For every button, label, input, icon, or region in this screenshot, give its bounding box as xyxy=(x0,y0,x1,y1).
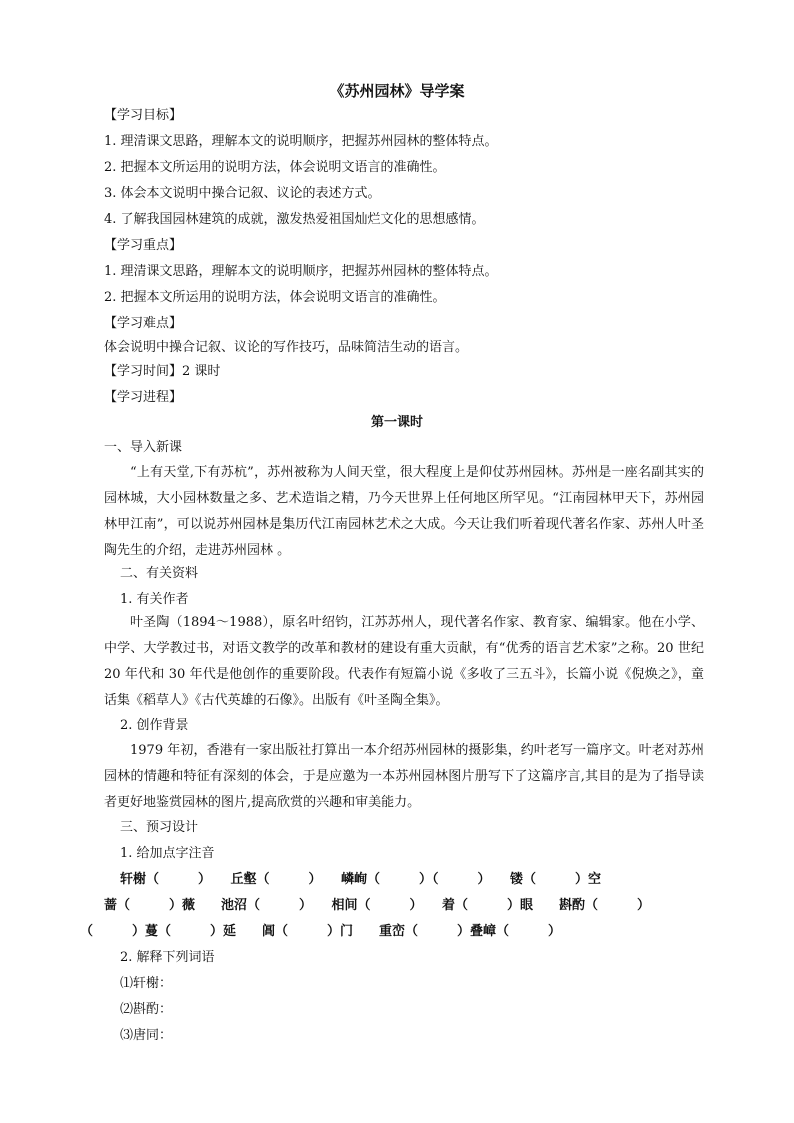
vocab-item: ⑵斟酌： xyxy=(120,1002,173,1017)
pinyin-row: 轩榭（ ） 丘壑（ ） 嶙峋（ ）（ ） 镂（ ）空 xyxy=(120,872,602,887)
intro-paragraph: “上有天堂,下有苏杭”，苏州被称为人间天堂，很大程度上是仰仗苏州园林。苏州是一座名副其实的园林城，大小园林数量之多、艺术造诣之精，乃今天世界上任何地区所罕见。“江南园林甲天下，苏州园林甲江南”，可以说苏州园林是集历代江南园林艺术之大成。今天让我们听着现代著名作家、苏州人叶圣陶先生的介绍，走进苏州园林 。 xyxy=(104,465,704,558)
vocab-item: ⑶唐同： xyxy=(120,1028,173,1043)
goals-header: 【学习目标】 xyxy=(104,108,183,123)
time-line: 【学习时间】2 课时 xyxy=(104,364,221,379)
pinyin-row: 蔷（ ）薇 池沼（ ） 相间（ ） 着（ ）眼 斟酌（ ） xyxy=(104,898,651,913)
section-header: 三、预习设计 xyxy=(120,820,199,835)
author-paragraph: 叶圣陶（1894～1988），原名叶绍钧，江苏苏州人，现代著名作家、教育家、编辑家。他在小学、中学、大学教过书，对语文教学的改革和教材的建设有重大贡献，有“优秀的语言艺术家”之称。20 世纪 20 年代和 30 年代是他创作的重要阶段。代表作有短篇小说《多收了三五斗》，长篇小说《倪焕之》，童话集《稻草人》《古代英雄的石像》。出版有《叶圣陶全集》。 xyxy=(104,615,704,708)
goal-item: 1. 理清课文思路，理解本文的说明顺序，把握苏州园林的整体特点。 xyxy=(104,134,498,149)
vocab-item: ⑴轩榭： xyxy=(120,976,173,991)
subsection-header: 2. 解释下列词语 xyxy=(120,950,215,965)
subsection-header: 1. 有关作者 xyxy=(120,592,189,607)
pinyin-row: （ ）蔓（ ）延 阊（ ）门 重峦（ ）叠嶂（ ） xyxy=(80,924,562,939)
subsection-header: 1. 给加点字注音 xyxy=(120,846,215,861)
background-paragraph: 1979 年初，香港有一家出版社打算出一本介绍苏州园林的摄影集，约叶老写一篇序文。叶老对苏州园林的情趣和特征有深刻的体会，于是应邀为一本苏州园林图片册写下了这篇序言,其目的是为了指导读者更好地鉴赏园林的图片,提高欣赏的兴趣和审美能力。 xyxy=(104,743,704,810)
key-item: 1. 理清课文思路，理解本文的说明顺序，把握苏州园林的整体特点。 xyxy=(104,264,498,279)
page-title: 《苏州园林》导学案 xyxy=(329,82,465,100)
lesson-title: 第一课时 xyxy=(370,415,423,430)
subsection-header: 2. 创作背景 xyxy=(120,718,189,733)
goal-item: 4. 了解我国园林建筑的成就，激发热爱祖国灿烂文化的思想感情。 xyxy=(104,212,485,227)
key-header: 【学习重点】 xyxy=(104,238,183,253)
goal-item: 2. 把握本文所运用的说明方法，体会说明文语言的准确性。 xyxy=(104,160,446,175)
key-item: 2. 把握本文所运用的说明方法，体会说明文语言的准确性。 xyxy=(104,290,446,305)
section-header: 二、有关资料 xyxy=(120,566,199,581)
difficult-header: 【学习难点】 xyxy=(104,316,183,331)
goal-item: 3. 体会本文说明中操合记叙、议论的表述方式。 xyxy=(104,186,381,201)
difficult-text: 体会说明中操合记叙、议论的写作技巧，品味简洁生动的语言。 xyxy=(104,340,469,355)
section-header: 一、导入新课 xyxy=(104,440,183,455)
process-header: 【学习进程】 xyxy=(104,390,183,405)
